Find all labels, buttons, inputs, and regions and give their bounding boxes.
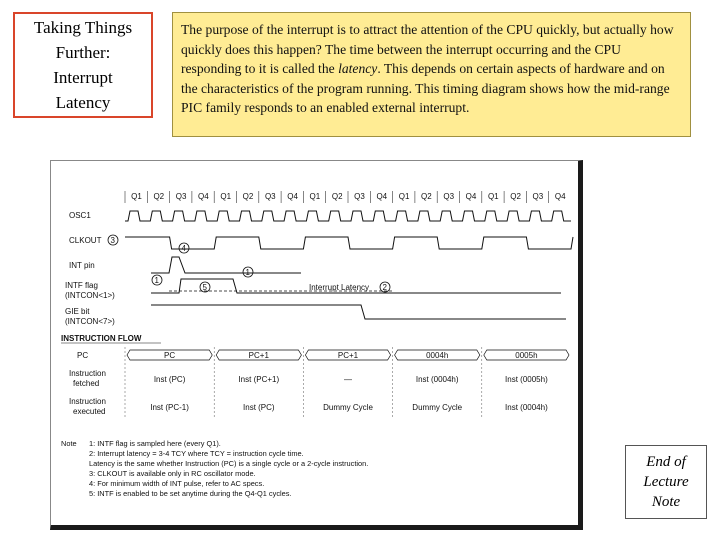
marker-1-number: 1 xyxy=(154,276,159,285)
end-note-line: End of xyxy=(646,454,686,470)
clock-phase-label: Q3 xyxy=(175,192,187,201)
executed-row-label: Instruction xyxy=(69,397,106,406)
clock-phase-label: Q2 xyxy=(153,192,165,201)
executed-cell: Inst (0004h) xyxy=(505,403,548,412)
executed-cell: Dummy Cycle xyxy=(323,403,373,412)
marker-4-number: 4 xyxy=(181,244,186,253)
clock-phase-label: Q4 xyxy=(376,192,388,201)
pc-cell: 0004h xyxy=(426,351,449,360)
clock-phase-label: Q2 xyxy=(242,192,254,201)
pc-cell: PC+1 xyxy=(248,351,269,360)
marker-5-number: 5 xyxy=(202,283,207,292)
gie-bit-label: GIE bit xyxy=(65,307,90,316)
latency-term: latency xyxy=(338,61,378,77)
note-line: Latency is the same whether Instruction (PC) is a single cycle or a 2-cycle instruction. xyxy=(89,459,369,468)
fetched-cell: Inst (0005h) xyxy=(505,375,548,384)
pc-cell: PC xyxy=(164,351,176,360)
clkout-waveform xyxy=(125,237,573,249)
clkout-note-number: 3 xyxy=(110,236,115,245)
note-line: 5: INTF is enabled to be set anytime during the Q4-Q1 cycles. xyxy=(89,489,292,498)
clkout-label: CLKOUT xyxy=(69,236,102,245)
pc-row-label: PC xyxy=(77,351,89,360)
fetched-row-label: Instruction xyxy=(69,369,106,378)
int-pin-label: INT pin xyxy=(69,261,95,270)
osc1-waveform xyxy=(125,211,571,221)
end-of-lecture-note xyxy=(625,445,707,519)
clock-phase-label: Q3 xyxy=(443,192,455,201)
clock-phase-label: Q1 xyxy=(487,192,499,201)
clock-phase-label: Q4 xyxy=(465,192,477,201)
pc-cell: PC+1 xyxy=(337,351,359,360)
executed-cell: Dummy Cycle xyxy=(412,403,463,412)
timing-diagram-svg xyxy=(51,161,578,525)
intro-text xyxy=(172,12,691,137)
slide-title xyxy=(13,12,153,118)
marker-1b-number: 1 xyxy=(245,268,250,277)
clock-phase-label: Q1 xyxy=(398,192,410,201)
fetched-row-label-2: fetched xyxy=(73,379,100,388)
end-note-line: Note xyxy=(651,494,681,510)
title-line: Taking Things xyxy=(33,18,133,37)
clock-phase-label: Q1 xyxy=(131,192,142,201)
clock-phase-row xyxy=(125,191,566,203)
intf-flag-label: INTF flag xyxy=(65,281,98,290)
gie-register-label: (INTCON<7>) xyxy=(65,317,115,326)
timing-diagram xyxy=(50,160,583,530)
note-line: 4: For minimum width of INT pulse, refer to AC specs. xyxy=(89,479,265,488)
note-line: 2: Interrupt latency = 3-4 TCY where TCY = instruction cycle time. xyxy=(89,449,304,458)
instruction-flow-header: INSTRUCTION FLOW xyxy=(61,334,142,343)
osc1-label: OSC1 xyxy=(69,211,91,220)
clock-phase-label: Q4 xyxy=(198,192,209,201)
intf-register-label: (INTCON<1>) xyxy=(65,291,115,300)
title-line: Latency xyxy=(55,93,111,112)
fetched-cell: Inst (0004h) xyxy=(415,375,459,384)
pc-cell: 0005h xyxy=(515,351,538,360)
clock-phase-label: Q2 xyxy=(510,192,521,201)
marker-2-number: 2 xyxy=(382,283,387,292)
gie-bit-waveform xyxy=(151,305,566,319)
title-line: Further: xyxy=(55,43,111,62)
note-line: 3: CLKOUT is available only in RC oscillator mode. xyxy=(89,469,256,478)
notes-heading: Note xyxy=(61,439,77,448)
intro-text-end: . This depends on certain aspects of hardware and on the characteristics of the program running. This timing diagram shows how the mid-range PIC family responds to an enabled external interrupt. xyxy=(181,61,670,116)
executed-cell: Inst (PC-1) xyxy=(150,403,189,412)
clock-phase-label: Q3 xyxy=(264,192,276,201)
end-note-line: Lecture xyxy=(643,474,689,490)
clock-phase-label: Q4 xyxy=(554,192,566,201)
executed-row-label-2: executed xyxy=(73,407,106,416)
clock-phase-label: Q3 xyxy=(532,192,544,201)
clock-phase-label: Q1 xyxy=(220,192,232,201)
fetched-cell: — xyxy=(344,375,352,384)
clock-phase-label: Q3 xyxy=(354,192,365,201)
title-line: Interrupt xyxy=(53,68,113,87)
int-pin-waveform xyxy=(151,257,301,273)
clock-phase-label: Q4 xyxy=(287,192,298,201)
instruction-flow-grid xyxy=(125,347,569,419)
clock-phase-label: Q2 xyxy=(331,192,343,201)
fetched-cell: Inst (PC+1) xyxy=(238,375,280,384)
intro-text-start: The purpose of the interrupt is to attract the attention of the CPU quickly, but actually how quickly does this happen? The time between the interrupt occurring and the CPU responding to it is called the xyxy=(181,22,674,77)
clock-phase-label: Q1 xyxy=(309,192,321,201)
fetched-cell: Inst (PC) xyxy=(153,375,186,384)
latency-label: Interrupt Latency xyxy=(309,283,370,292)
executed-cell: Inst (PC) xyxy=(243,403,275,412)
note-line: 1: INTF flag is sampled here (every Q1). xyxy=(89,439,221,448)
clock-phase-label: Q2 xyxy=(421,192,432,201)
